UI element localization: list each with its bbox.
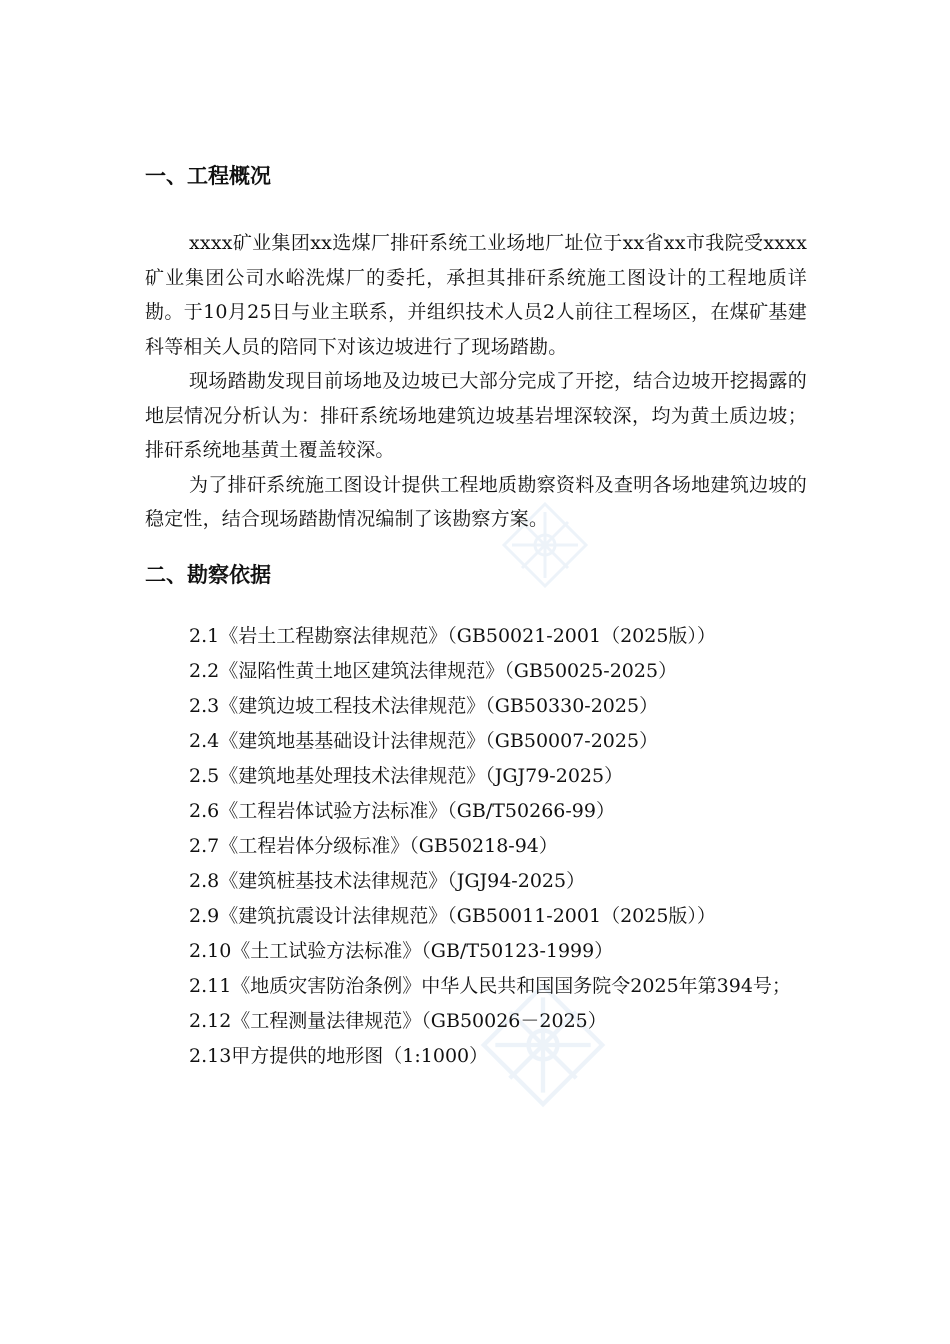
list-item: 2.2《湿陷性黄土地区建筑法律规范》（GB50025-2025）	[189, 659, 678, 682]
list-item: 2.10《土工试验方法标准》（GB/T50123-1999）	[189, 939, 614, 962]
list-item: 2.5《建筑地基处理技术法律规范》（JGJ79-2025）	[189, 764, 624, 787]
list-item: 2.13甲方提供的地形图（1:1000）	[189, 1044, 489, 1067]
section-heading-overview: 一、工程概况	[145, 164, 271, 188]
overview-paragraph-1: xxxx矿业集团xx选煤厂排矸系统工业场地厂址位于xx省xx市我院受xxxx矿业集团公司水峪洗煤厂的委托，承担其排矸系统施工图设计的工程地质详勘。于10月25日与业主联系，并组织技术人员2人前往工程场区，在煤矿基建科等相关人员的陪同下对该边坡进行了现场踏勘。	[145, 232, 807, 358]
list-item: 2.1《岩土工程勘察法律规范》（GB50021-2001（2025版））	[189, 624, 716, 647]
list-item: 2.12《工程测量法律规范》（GB50026－2025）	[189, 1009, 607, 1032]
list-item: 2.4《建筑地基基础设计法律规范》（GB50007-2025）	[189, 729, 659, 752]
list-item: 2.9《建筑抗震设计法律规范》（GB50011-2001（2025版））	[189, 904, 716, 927]
list-item: 2.6《工程岩体试验方法标准》（GB/T50266-99）	[189, 799, 615, 822]
document-page	[145, 150, 807, 1074]
list-item: 2.8《建筑桩基技术法律规范》（JGJ94-2025）	[189, 869, 586, 892]
section-heading-basis: 二、勘察依据	[145, 562, 271, 587]
reference-list	[145, 619, 807, 1074]
list-item: 2.7《工程岩体分级标准》（GB50218-94）	[189, 834, 558, 857]
list-item: 2.11《地质灾害防治条例》中华人民共和国国务院令2025年第394号；	[189, 974, 791, 997]
overview-paragraph-3: 为了排矸系统施工图设计提供工程地质勘察资料及查明各场地建筑边坡的稳定性，结合现场踏勘情况编制了该勘察方案。	[145, 473, 807, 530]
list-item: 2.3《建筑边坡工程技术法律规范》（GB50330-2025）	[189, 694, 659, 717]
overview-paragraph-2: 现场踏勘发现目前场地及边坡已大部分完成了开挖，结合边坡开挖揭露的地层情况分析认为：排矸系统场地建筑边坡基岩埋深较深，均为黄土质边坡；排矸系统地基黄土覆盖较深。	[145, 370, 807, 461]
